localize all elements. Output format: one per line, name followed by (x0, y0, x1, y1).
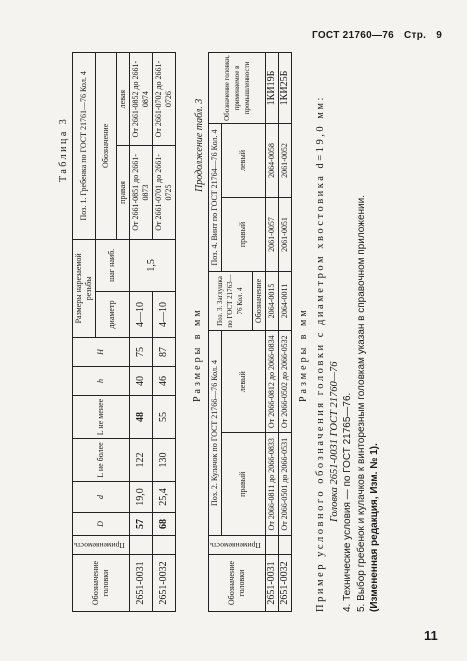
col-thread: Размеры нарезаемой резьбы (73, 239, 96, 337)
col-H: H (73, 338, 130, 367)
col-designation-sub: Обозначение (96, 53, 117, 240)
page-number: 11 (424, 628, 438, 643)
col-D: D (73, 513, 130, 536)
table-row: 2651-0032 68 25,4 130 55 46 87 4—10 От 2661-0701 до 2661-0725 От 2661-0702 до 2661-0726 (152, 53, 175, 612)
col-h: h (73, 367, 130, 396)
table-3-part-1 (72, 52, 176, 612)
col-industry: Обозначение головки, применяемое в промышленности (209, 53, 266, 124)
dims-caption-1: Размеры в мм (192, 307, 203, 402)
amendment-note: (Измененная редакция, Изм. № 1). (369, 443, 380, 612)
table-row: 2651-0031 57 19,0 122 48 40 75 4—10 1,5 От 2661-0851 до 2661-0873 От 2661-0852 до 2661-0874 (129, 53, 152, 612)
col-designation-sub: Обозначение (252, 271, 265, 330)
col-L-max: L не более (73, 439, 130, 482)
col-pitch: шаг наиб. (96, 239, 130, 291)
table-3-part-2 (208, 52, 292, 612)
col-left: левая (116, 53, 129, 146)
col-right: правый (222, 433, 266, 536)
col-pos3: Поз. 3. Заглушка по ГОСТ 21763—76 Кол. 4 (209, 271, 253, 330)
note-item-5: 5. Выбор гребенок и кулачков к винторезным головкам указан в справочном приложении. (355, 195, 367, 612)
col-applicability: Применяемость (209, 536, 266, 555)
table-label: Таблица 3 (58, 116, 69, 182)
col-diameter: диаметр (96, 291, 130, 337)
col-d: d (73, 482, 130, 513)
dims-caption-2: Размеры в мм (298, 307, 309, 402)
table-row: 2651-0031 От 2066-0811 до 2066-0833 От 2066-0812 до 2066-0834 2064-0015 2061-0057 2064-0058 1КИ19Б (265, 53, 278, 612)
col-designation: Обозначение головки (73, 555, 130, 612)
page-header (312, 30, 442, 41)
col-pos1: Поз. 1. Гребенка по ГОСТ 21761—76 Кол. 4 (73, 53, 96, 240)
example-line: Пример условного обозначения головки с диаметром хвостовика d=19,0 мм: (315, 95, 326, 612)
example-designation: Головка 2651-0031 ГОСТ 21760—76 (328, 361, 340, 522)
gost-number: ГОСТ 21760—76 (312, 30, 395, 41)
col-pos4: Поз. 4. Винт по ГОСТ 21764—76 Кол. 4 (209, 124, 222, 272)
col-right: правая (116, 146, 129, 239)
col-designation: Обозначение головки (209, 555, 266, 612)
note-item-4: 4. Технические условия — по ГОСТ 21765—76. (342, 392, 353, 612)
continuation-label: Продолжение табл. 3 (194, 98, 205, 192)
page-label: Стр. (404, 30, 427, 41)
notes-block (314, 52, 382, 612)
table-row: 2651-0032 От 2066-0501 до 2066-0531 От 2066-0502 до 2066-0532 2064-0011 2061-0051 2061-0052 1КИ25Б (278, 53, 291, 612)
col-pos2: Поз. 2. Кулачок по ГОСТ 21766—76 Кол. 4 (209, 330, 222, 535)
page-no: 9 (436, 30, 443, 41)
col-applicability: Применяемость (73, 536, 130, 555)
rotated-sheet (58, 52, 467, 612)
col-left: левый (222, 330, 266, 433)
col-L-min: L не менее (73, 396, 130, 439)
col-screw-left: левый (222, 124, 266, 198)
col-screw-right: правый (222, 198, 266, 272)
